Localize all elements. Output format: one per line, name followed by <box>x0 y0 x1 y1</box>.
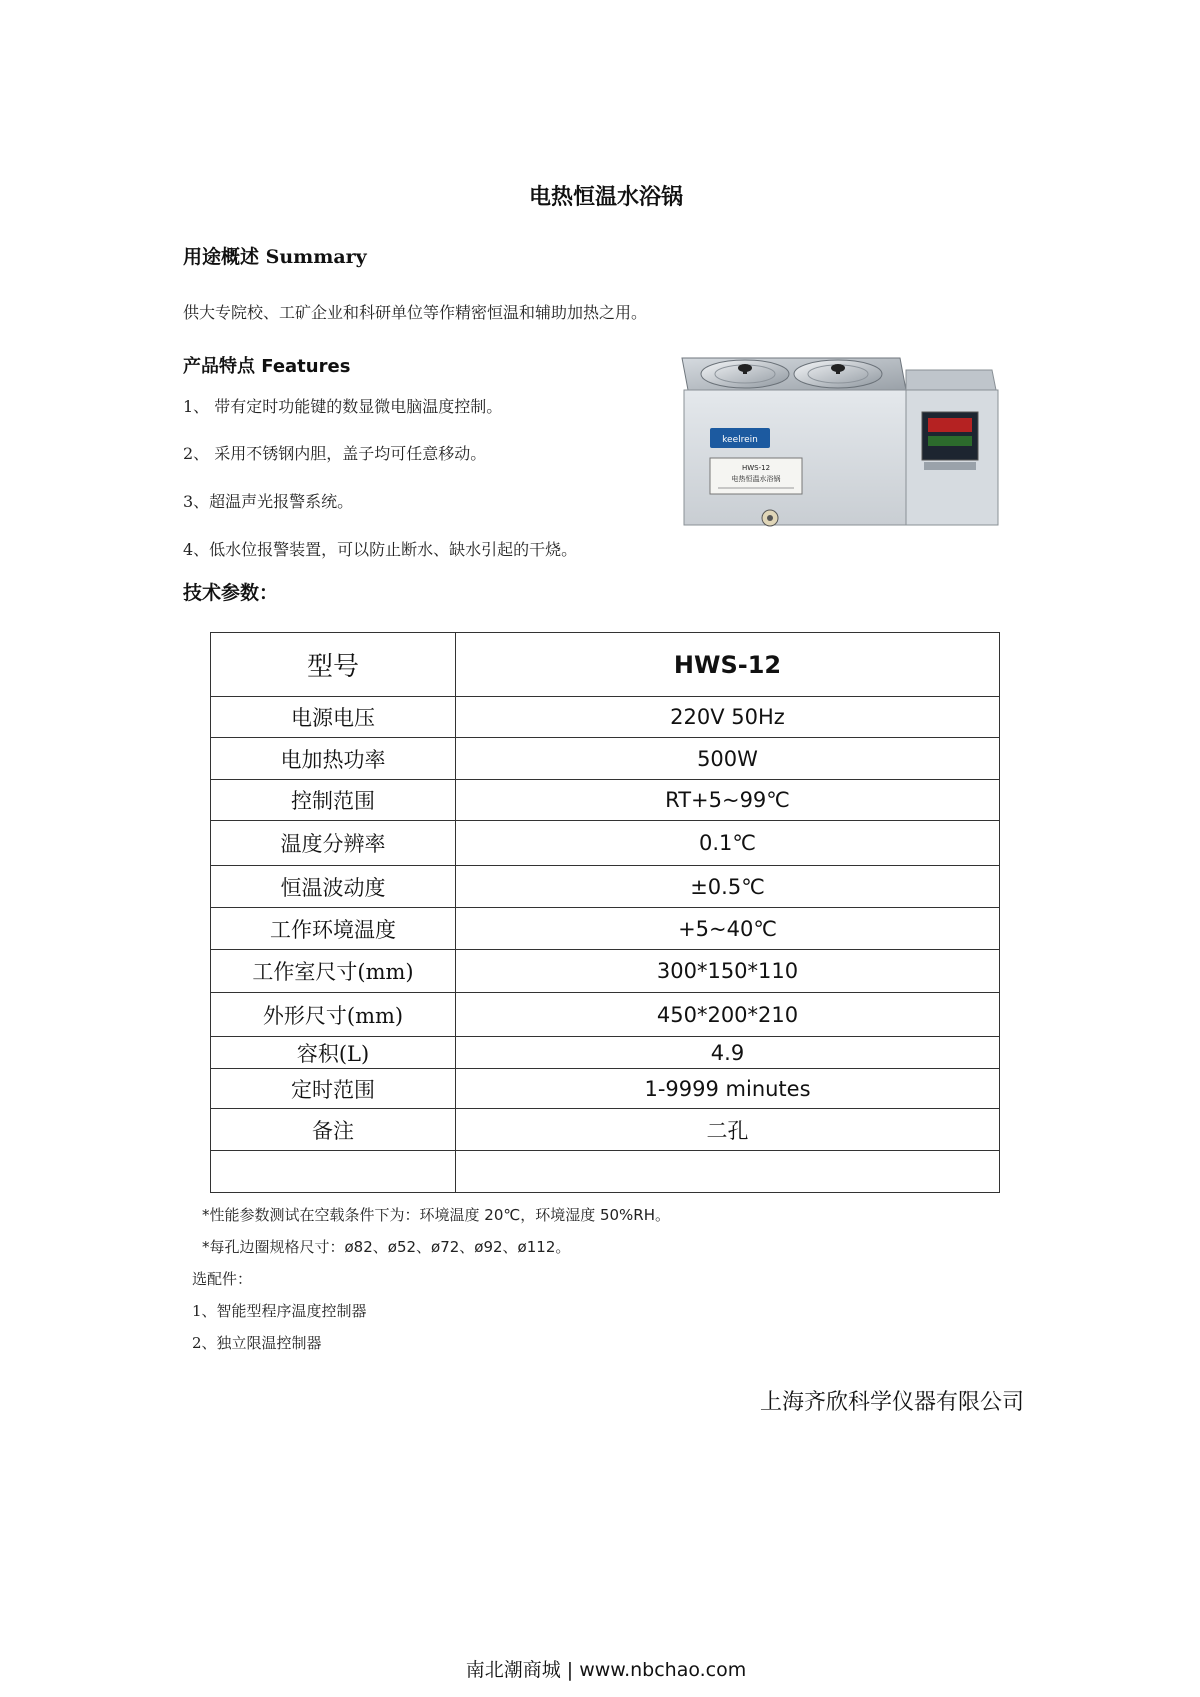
spec-row <box>211 950 1000 993</box>
spec-value: HWS-12 <box>456 633 1000 697</box>
spec-value <box>456 1151 1000 1193</box>
spec-label: 电加热功率 <box>211 738 456 780</box>
spec-row <box>211 821 1000 866</box>
spec-row <box>211 633 1000 697</box>
plate-model: HWS-12 <box>741 464 771 472</box>
spec-label: 定时范围 <box>211 1069 456 1109</box>
spec-value: 4.9 <box>456 1037 1000 1069</box>
plate-name: 电热恒温水浴锅 <box>731 475 781 483</box>
company-name: 上海齐欣科学仪器有限公司 <box>759 1390 1024 1415</box>
option-item-2: 2、独立限温控制器 <box>192 1334 322 1352</box>
summary-text: 供大专院校、工矿企业和科研单位等作精密恒温和辅助加热之用。 <box>183 303 648 322</box>
spec-value: 1-9999 minutes <box>456 1069 1000 1109</box>
spec-row <box>211 1109 1000 1151</box>
spec-row <box>211 697 1000 738</box>
spec-label: 工作室尺寸(mm) <box>211 950 456 993</box>
spec-row <box>211 780 1000 821</box>
spec-row <box>211 1037 1000 1069</box>
spec-value: 500W <box>456 738 1000 780</box>
spec-row <box>211 1151 1000 1193</box>
tech-heading: 技术参数： <box>183 582 279 604</box>
spec-label <box>211 1151 456 1193</box>
feature-item-3: 3、超温声光报警系统。 <box>183 492 354 511</box>
note-test-conditions: *性能参数测试在空载条件下为：环境温度 20℃，环境湿度 50%RH。 <box>202 1206 671 1224</box>
spec-value: 220V 50Hz <box>456 697 1000 738</box>
spec-label: 电源电压 <box>211 697 456 738</box>
spec-label: 容积(L) <box>211 1037 456 1069</box>
spec-label: 恒温波动度 <box>211 866 456 908</box>
spec-row <box>211 993 1000 1037</box>
options-heading: 选配件： <box>192 1270 253 1288</box>
feature-item-4: 4、低水位报警装置，可以防止断水、缺水引起的干烧。 <box>183 540 578 559</box>
spec-label: 备注 <box>211 1109 456 1151</box>
spec-value: RT+5~99℃ <box>456 780 1000 821</box>
brand-label: keelrein <box>722 435 758 445</box>
summary-heading: 用途概述 Summary <box>183 246 367 268</box>
features-heading: 产品特点 Features <box>183 356 351 377</box>
spec-label: 工作环境温度 <box>211 908 456 950</box>
feature-item-2: 2、 采用不锈钢内胆，盖子均可任意移动。 <box>183 444 487 463</box>
note-ring-sizes: *每孔边圈规格尺寸：ø82、ø52、ø72、ø92、ø112。 <box>202 1238 571 1256</box>
spec-label: 型号 <box>211 633 456 697</box>
spec-row <box>211 738 1000 780</box>
spec-value: ±0.5℃ <box>456 866 1000 908</box>
feature-item-1: 1、 带有定时功能键的数显微电脑温度控制。 <box>183 397 503 416</box>
spec-value: 0.1℃ <box>456 821 1000 866</box>
option-item-1: 1、智能型程序温度控制器 <box>192 1302 367 1320</box>
document-title: 电热恒温水浴锅 <box>528 184 683 210</box>
spec-row <box>211 908 1000 950</box>
spec-value: 二孔 <box>456 1109 1000 1151</box>
spec-label: 控制范围 <box>211 780 456 821</box>
spec-table <box>210 632 1000 1193</box>
spec-value: 300*150*110 <box>456 950 1000 993</box>
spec-label: 外形尺寸(mm) <box>211 993 456 1037</box>
spec-row <box>211 1069 1000 1109</box>
product-image <box>670 350 1010 550</box>
spec-value: +5~40℃ <box>456 908 1000 950</box>
spec-label: 温度分辨率 <box>211 821 456 866</box>
spec-row <box>211 866 1000 908</box>
footer-link[interactable]: 南北潮商城 | www.nbchao.com <box>465 1659 747 1681</box>
spec-value: 450*200*210 <box>456 993 1000 1037</box>
